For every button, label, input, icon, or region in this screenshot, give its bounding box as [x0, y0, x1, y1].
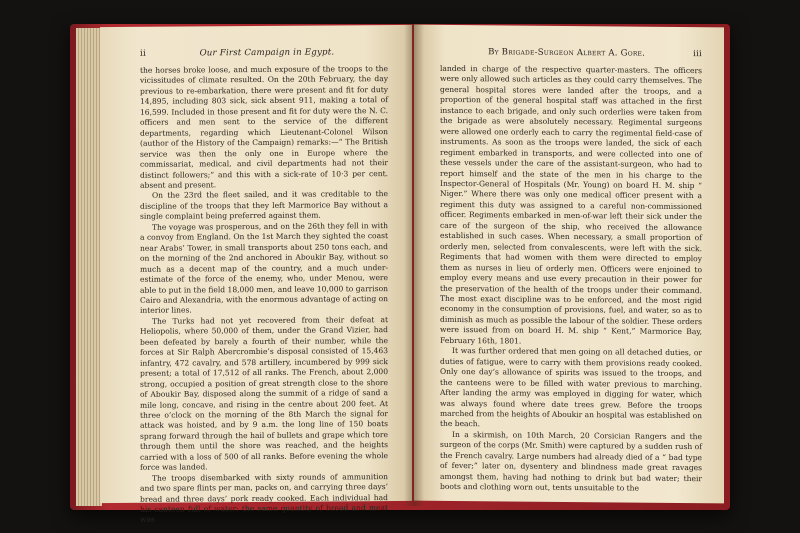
right-folio: iii — [693, 49, 702, 60]
paragraph: The troops disembarked with sixty rounds of ammunition and two spare flints per man, packs on, and carrying three days’ bread and three days’ pork ready cooked. Each individual had his canteen full of water; the same quantity of bread and meat was — [140, 471, 388, 525]
right-body-text — [440, 64, 702, 495]
left-body-text — [140, 64, 388, 526]
paragraph: It was further ordered that men going on all detached duties, or duties of fatigue, were to carry with them provisions ready cooked. Only one day’s allowance of spirits was issued to the troops, and the canteens were to be filled with water previous to marching. After landing the army was employed in digging for water, which was always found where date trees grew. Before the troops marched from the heights of Aboukir an hospital was established on the beach. — [440, 346, 702, 429]
left-page — [100, 25, 412, 525]
right-page — [414, 25, 724, 504]
left-folio: ii — [140, 48, 146, 59]
page-edges — [76, 28, 102, 506]
right-running-title: By Brigade-Surgeon Albert A. Gore. — [488, 47, 646, 59]
paragraph: In a skirmish, on 10th March, 20 Corsician Rangers and the surgeon of the corps (Mr. Smith) were captured by a sudden rush of the French cavalry. Large numbers had already died of a “ bad type of fever;” later on, dysentery and blindness made great ravages amongst them, having had nothing to drink but bad water; their boots and clothing worn out, tents unsuitable to the — [440, 429, 702, 493]
left-running-title: Our First Campaign in Egypt. — [199, 47, 335, 59]
paragraph: the horses broke loose, and much exposure of the troops to the vicissitudes of climate resulted. On the 20th February, the day previous to re-embarkation, there were present and fit for duty 14,895, including 803 sick, sick absent 911, making a total of 16,599. Included in those present and fit for duty were the N. C. officers and men sent to the service of the different departments, regarding which Lieutenant-Colonel Wilson (author of the History of the Campaign) remarks:—“ The British service was then the only one in Europe where the commissariat, medical, and civil departments had not their distinct followers;” and this with a sick-rate of 10·3 per cent. absent and present. — [140, 64, 388, 190]
right-running-head — [440, 47, 702, 59]
left-running-head — [140, 47, 388, 59]
paragraph: On the 23rd the fleet sailed, and it was creditable to the discipline of the troops that they left Marmorice Bay without a single complaint being preferred against them. — [140, 189, 388, 222]
book-gutter — [404, 24, 424, 506]
paragraph: The voyage was prosperous, and on the 26th they fell in with a convoy from England. On the 1st March they sighted the coast near Arabs’ Tower, in small transports about 250 tons each, and on the morning of the 2nd anchored in Aboukir Bay, without so much as a decent map of the country, and a much under-estimate of the force of the enemy, who, under Menou, were able to put in the field 18,000 men, and leave 10,000 to garrison Cairo and Alexandria, with the enormous advantage of acting on interior lines. — [140, 220, 388, 316]
paragraph: The Turks had not yet recovered from their defeat at Heliopolis, where 50,000 of them, under the Grand Vizier, had been defeated by barely a fourth of their number, while the forces at Sir Ralph Abercrombie’s disposal consisted of 15,463 infantry, 472 cavalry, and 578 artillery, incumbered by 999 sick present; a total of 17,512 of all ranks. The French, about 2,000 strong, occupied a position of great strength close to the shore of Aboukir Bay, disposed along the summit of a ridge of sand a mile long, concave, and rising in the centre about 200 feet. At three o’clock on the morning of the 8th March the signal for attack was hoisted, and by 9 a.m. the long line of 150 boats sprang forward through the hail of bullets and grape which tore through them until the shore was reached, and the heights carried with a loss of 500 of all ranks. Before evening the whole force was landed. — [140, 314, 388, 473]
paragraph: landed in charge of the respective quarter-masters. The officers were only allowed such articles as they could carry themselves. The general hospital stores were landed after the troops, and a proportion of the general hospital staff was attached in the first instance to each brigade, and only such orderlies were taken from the brigade as were absolutely necessary. Regimental surgeons were allowed one orderly each to carry the regimental field-case of instruments. As soon as the troops were landed, the sick of each regiment embarked in transports, and were collected into one of these vessels under the care of the assistant-surgeon, who had to report himself and the state of the men in his charge to the Inspector-General of Hospitals (Mr. Young) on board H. M. ship “ Niger.” Where there was only one medical officer present with a regiment this duty was assigned to a careful non-commissioned officer. Regiments embarked in men-of-war left their sick under the care of the surgeon of the ship, who received the allowance established in such cases. When necessary, a small proportion of orderly men, selected from convalescents, were left with the sick. Regiments that had women with them were directed to employ them as nurses in lieu of orderly men. Officers were enjoined to employ every means and use every precaution in their power for the preservation of the health of the troops under their command. The most exact discipline was to be enforced, and the most rigid economy in the consumption of provisions, fuel, and water, so as to diminish as much as possible the labour of the soldier. These orders were issued from on board H. M. ship “ Kent,” Marmorice Bay, February 16th, 1801. — [440, 63, 702, 346]
